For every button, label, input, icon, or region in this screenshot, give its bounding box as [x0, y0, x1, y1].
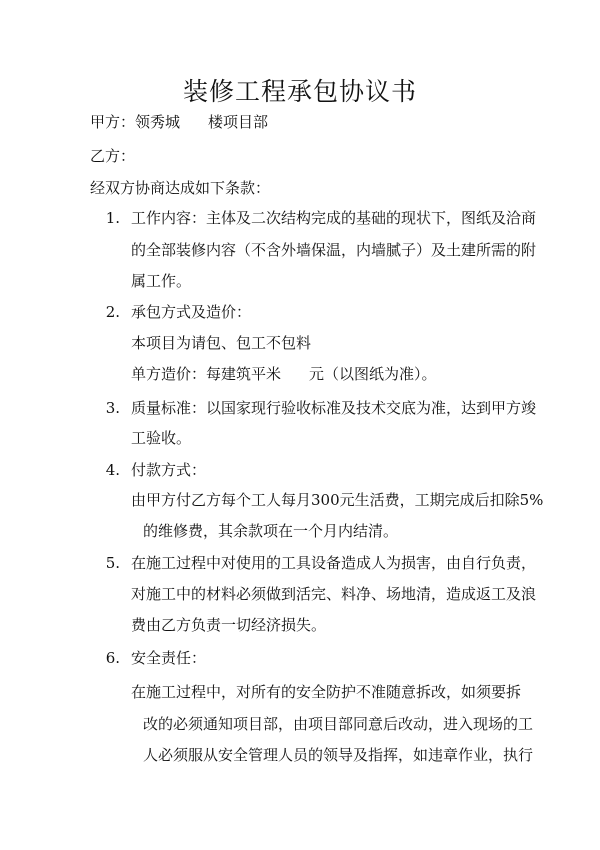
- party-a-name-part2: 楼项目部: [208, 113, 269, 131]
- clause-line: 工验收。: [131, 429, 192, 447]
- clause-line: 工作内容：主体及二次结构完成的基础的现状下，图纸及洽商: [131, 209, 537, 227]
- clause-heading: 付款方式：: [131, 461, 207, 479]
- clause-heading: 承包方式及造价：: [131, 303, 252, 321]
- clause-number: 3.: [105, 399, 120, 417]
- clause-line: 改的必须通知项目部，由项目部同意后改动，进入现场的工: [143, 715, 534, 733]
- intro-text: 经双方协商达成如下条款：: [90, 179, 271, 197]
- clause-number: 2.: [105, 303, 120, 321]
- clause-line: 费由乙方负责一切经济损失。: [131, 616, 327, 634]
- clause-line: 的维修费，其余款项在一个月内结清。: [143, 522, 399, 540]
- clause-line: 的全部装修内容（不含外墙保温，内墙腻子）及土建所需的附: [131, 241, 537, 259]
- clause-line: 在施工过程中，对所有的安全防护不准随意拆改，如须要拆: [131, 683, 522, 701]
- party-a-name-part1: 领秀城: [135, 113, 181, 131]
- clause-line: 质量标准：以国家现行验收标准及技术交底为准，达到甲方竣: [131, 399, 537, 417]
- clause-line: 本项目为请包、包工不包料: [131, 334, 312, 352]
- clause-number: 5.: [105, 554, 120, 572]
- document-title: 装修工程承包协议书: [182, 77, 417, 106]
- price-suffix: 元（以图纸为准）。: [309, 365, 437, 383]
- party-a-line: [90, 112, 268, 132]
- clause-heading: 安全责任：: [131, 649, 207, 667]
- clause-line: 在施工过程中对使用的工具设备造成人为损害，由自行负责，: [131, 554, 537, 572]
- party-b-line: [90, 146, 135, 166]
- clause-line: 由甲方付乙方每个工人每月300元生活费，工期完成后扣除5%: [131, 491, 544, 509]
- clause-line: 属工作。: [131, 272, 192, 290]
- party-b-label: 乙方：: [90, 147, 136, 165]
- price-line: [131, 364, 437, 384]
- party-a-label: 甲方：: [90, 113, 136, 131]
- clause-number: 6.: [105, 649, 120, 667]
- clause-line: 人必须服从安全管理人员的领导及指挥，如违章作业，执行: [143, 746, 534, 764]
- price-prefix: 单方造价：每建筑平米: [131, 365, 282, 383]
- clause-number: 1.: [105, 209, 120, 227]
- clause-number: 4.: [105, 461, 120, 479]
- clause-line: 对施工中的材料必须做到活完、料净、场地清，造成返工及浪: [131, 585, 537, 603]
